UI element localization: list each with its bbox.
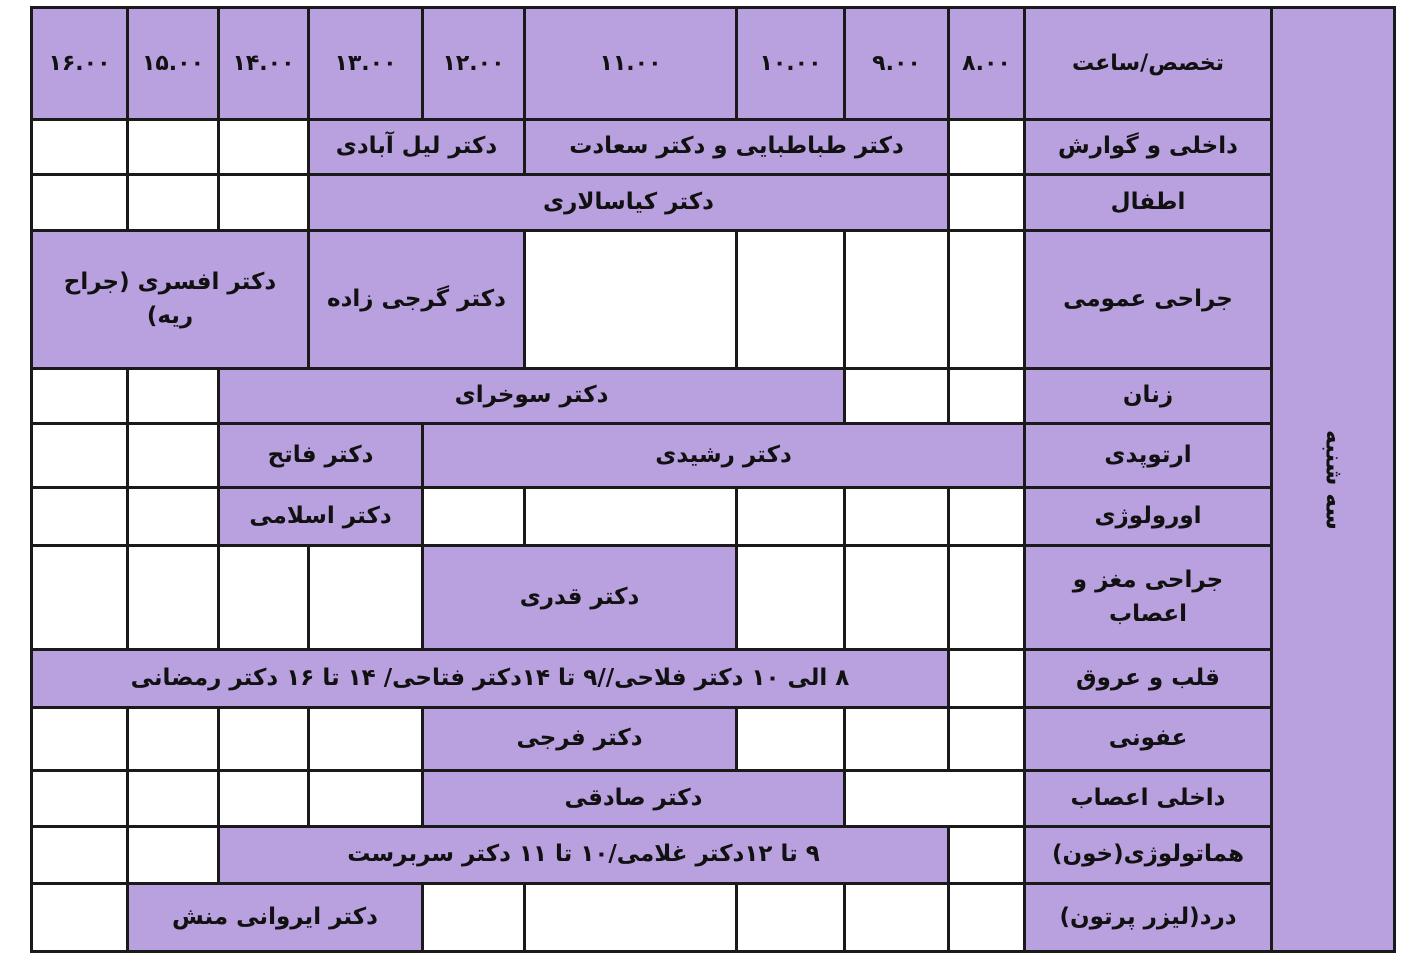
empty-cell bbox=[845, 488, 949, 546]
empty-cell bbox=[737, 231, 845, 369]
empty-cell bbox=[219, 546, 309, 650]
doctor-slot: دکتر اسلامی bbox=[219, 488, 423, 546]
empty-cell bbox=[845, 708, 949, 771]
hour-header-9: ۹.۰۰ bbox=[845, 8, 949, 120]
hour-header-11: ۱۱.۰۰ bbox=[525, 8, 737, 120]
empty-cell bbox=[949, 231, 1025, 369]
hour-header-15: ۱۵.۰۰ bbox=[128, 8, 219, 120]
empty-cell bbox=[423, 488, 525, 546]
empty-cell bbox=[32, 884, 128, 952]
empty-cell bbox=[525, 488, 737, 546]
doctor-slot: دکتر طباطبایی و دکتر سعادت bbox=[525, 120, 949, 175]
empty-cell bbox=[949, 884, 1025, 952]
doctor-slot: دکتر گرجی زاده bbox=[309, 231, 525, 369]
empty-cell bbox=[128, 488, 219, 546]
doctor-slot: ۹ تا ۱۲دکتر غلامی/۱۰ تا ۱۱ دکتر سربرست bbox=[219, 827, 949, 884]
empty-cell bbox=[128, 708, 219, 771]
empty-cell bbox=[128, 120, 219, 175]
empty-cell bbox=[949, 708, 1025, 771]
weekly-schedule-table bbox=[30, 6, 1396, 953]
empty-cell bbox=[949, 650, 1025, 708]
doctor-slot: دکتر فرجی bbox=[423, 708, 737, 771]
doctor-slot: دکتر کیاسالاری bbox=[309, 175, 949, 231]
specialty-infectious: عفونی bbox=[1025, 708, 1272, 771]
empty-cell bbox=[32, 771, 128, 827]
empty-cell bbox=[128, 827, 219, 884]
specialty-internal-gastro: داخلی و گوارش bbox=[1025, 120, 1272, 175]
empty-cell bbox=[32, 827, 128, 884]
specialty-neurosurgery: جراحی مغز و اعصاب bbox=[1025, 546, 1272, 650]
empty-cell bbox=[219, 771, 309, 827]
doctor-slot: دکتر ایروانی منش bbox=[128, 884, 423, 952]
empty-cell bbox=[32, 369, 128, 424]
hour-header-13: ۱۳.۰۰ bbox=[309, 8, 423, 120]
specialty-gynecology: زنان bbox=[1025, 369, 1272, 424]
empty-cell bbox=[128, 175, 219, 231]
empty-cell bbox=[845, 369, 949, 424]
empty-cell bbox=[949, 120, 1025, 175]
doctor-slot: دکتر افسری (جراح ریه) bbox=[32, 231, 309, 369]
empty-cell bbox=[949, 546, 1025, 650]
empty-cell bbox=[128, 369, 219, 424]
empty-cell bbox=[128, 424, 219, 488]
hour-header-12: ۱۲.۰۰ bbox=[423, 8, 525, 120]
doctor-slot: دکتر لیل آبادی bbox=[309, 120, 525, 175]
empty-cell bbox=[949, 827, 1025, 884]
day-label: سه شنبه bbox=[1272, 8, 1395, 952]
empty-cell bbox=[525, 884, 737, 952]
specialty-hour-header: تخصص/ساعت bbox=[1025, 8, 1272, 120]
empty-cell bbox=[525, 231, 737, 369]
empty-cell bbox=[845, 771, 1025, 827]
hour-header-10: ۱۰.۰۰ bbox=[737, 8, 845, 120]
empty-cell bbox=[219, 175, 309, 231]
empty-cell bbox=[845, 884, 949, 952]
doctor-slot: دکتر رشیدی bbox=[423, 424, 1025, 488]
empty-cell bbox=[309, 771, 423, 827]
specialty-hematology: هماتولوژی(خون) bbox=[1025, 827, 1272, 884]
specialty-pain-laser: درد(لیزر پرتون) bbox=[1025, 884, 1272, 952]
empty-cell bbox=[128, 546, 219, 650]
empty-cell bbox=[309, 546, 423, 650]
specialty-pediatrics: اطفال bbox=[1025, 175, 1272, 231]
doctor-slot: دکتر فاتح bbox=[219, 424, 423, 488]
doctor-slot: دکتر قدری bbox=[423, 546, 737, 650]
empty-cell bbox=[32, 488, 128, 546]
empty-cell bbox=[949, 175, 1025, 231]
empty-cell bbox=[737, 488, 845, 546]
empty-cell bbox=[845, 231, 949, 369]
empty-cell bbox=[737, 884, 845, 952]
empty-cell bbox=[128, 771, 219, 827]
hour-header-16: ۱۶.۰۰ bbox=[32, 8, 128, 120]
doctor-slot: دکتر سوخرای bbox=[219, 369, 845, 424]
hour-header-14: ۱۴.۰۰ bbox=[219, 8, 309, 120]
empty-cell bbox=[32, 175, 128, 231]
empty-cell bbox=[737, 546, 845, 650]
specialty-orthopedics: ارتوپدی bbox=[1025, 424, 1272, 488]
empty-cell bbox=[949, 369, 1025, 424]
empty-cell bbox=[845, 546, 949, 650]
doctor-slot: دکتر صادقی bbox=[423, 771, 845, 827]
empty-cell bbox=[32, 424, 128, 488]
empty-cell bbox=[219, 120, 309, 175]
hour-header-8: ۸.۰۰ bbox=[949, 8, 1025, 120]
specialty-general-surgery: جراحی عمومی bbox=[1025, 231, 1272, 369]
specialty-urology: اورولوژی bbox=[1025, 488, 1272, 546]
empty-cell bbox=[32, 120, 128, 175]
specialty-neurology: داخلی اعصاب bbox=[1025, 771, 1272, 827]
empty-cell bbox=[32, 708, 128, 771]
empty-cell bbox=[949, 488, 1025, 546]
doctor-slot: ۸ الی ۱۰ دکتر فلاحی//۹ تا ۱۴دکتر فتاحی/ ۱۴ تا ۱۶ دکتر رمضانی bbox=[32, 650, 949, 708]
specialty-cardiology: قلب و عروق bbox=[1025, 650, 1272, 708]
empty-cell bbox=[737, 708, 845, 771]
empty-cell bbox=[219, 708, 309, 771]
empty-cell bbox=[32, 546, 128, 650]
empty-cell bbox=[423, 884, 525, 952]
empty-cell bbox=[309, 708, 423, 771]
